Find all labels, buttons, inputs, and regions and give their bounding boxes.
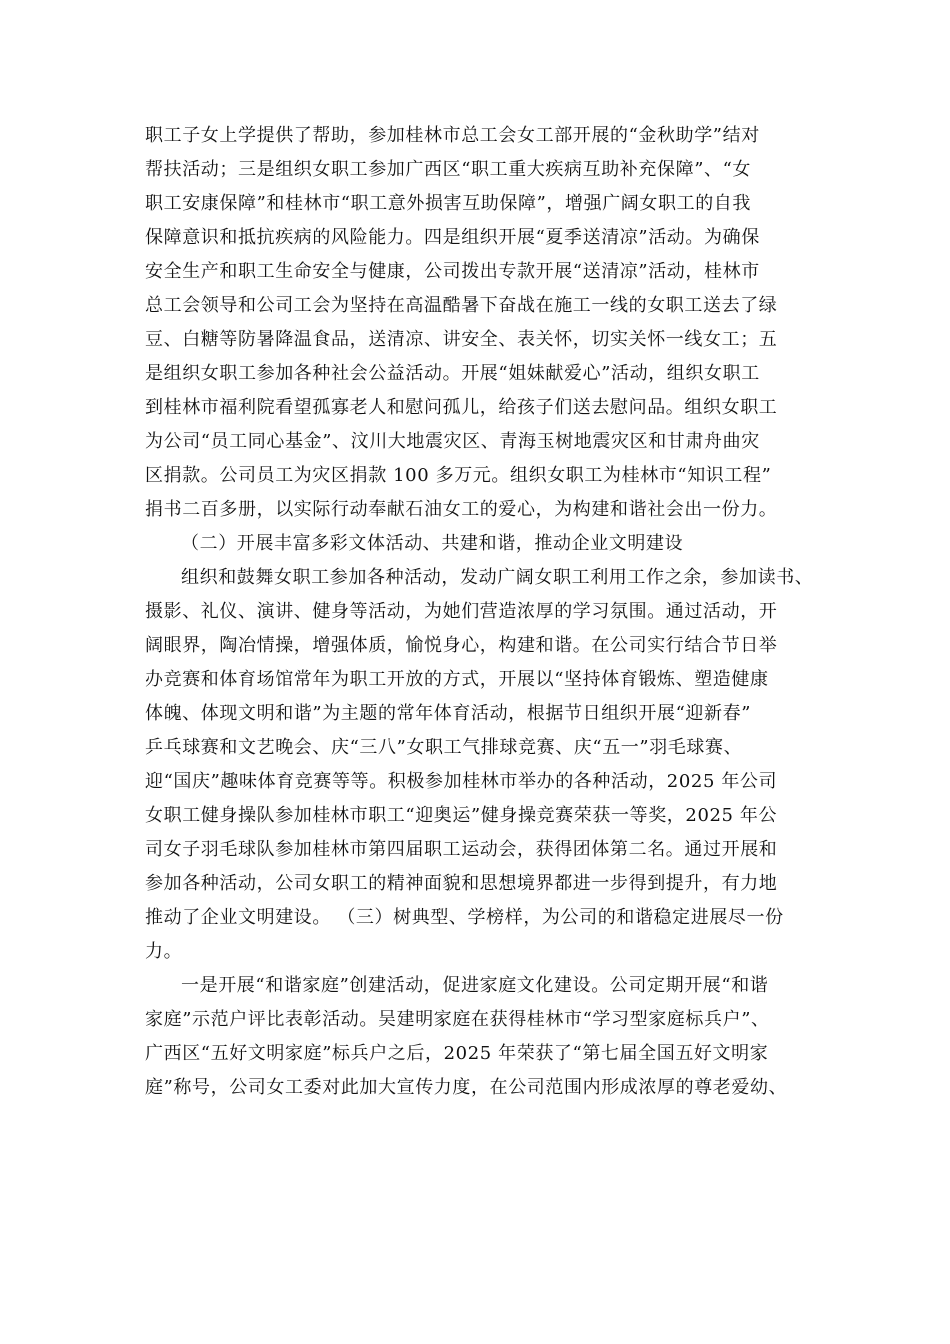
text-line: 广西区“五好文明家庭”标兵户之后，2025 年荣获了“第七届全国五好文明家 xyxy=(145,1043,769,1064)
text-line: 家庭”示范户评比表彰活动。吴建明家庭在获得桂林市“学习型家庭标兵户”、 xyxy=(145,1009,770,1030)
text-line: 一是开展“和谐家庭”创建活动，促进家庭文化建设。公司定期开展“和谐 xyxy=(181,975,769,996)
text-line: 总工会领导和公司工会为坚持在高温酷暑下奋战在施工一线的女职工送去了绿 xyxy=(145,295,778,316)
text-line: 女职工健身操队参加桂林市职工“迎奥运”健身操竞赛荣获一等奖，2025 年公 xyxy=(145,805,778,826)
text-line: 保障意识和抵抗疾病的风险能力。四是组织开展“夏季送清凉”活动。为确保 xyxy=(145,227,760,248)
text-line: 庭”称号，公司女工委对此加大宣传力度，在公司范围内形成浓厚的尊老爱幼、 xyxy=(145,1077,788,1098)
document-body xyxy=(145,119,845,1105)
text-line: 推动了企业文明建设。 （三）树典型、学榜样，为公司的和谐稳定进展尽一份 xyxy=(145,907,784,928)
text-line: 体魄、体现文明和谐”为主题的常年体育活动，根据节日组织开展“迎新春” xyxy=(145,703,752,724)
text-line: 司女子羽毛球队参加桂林市第四届职工运动会，获得团体第二名。通过开展和 xyxy=(145,839,778,860)
text-line: 迎“国庆”趣味体育竞赛等等。积极参加桂林市举办的各种活动，2025 年公司 xyxy=(145,771,778,792)
text-line: 阔眼界，陶冶情操，增强体质，愉悦身心，构建和谐。在公司实行结合节日举 xyxy=(145,635,778,656)
text-line: （二）开展丰富多彩文体活动、共建和谐，推动企业文明建设 xyxy=(181,533,684,554)
text-line: 摄影、礼仪、演讲、健身等活动，为她们营造浓厚的学习氛围。通过活动，开 xyxy=(145,601,778,622)
text-line: 安全生产和职工生命安全与健康，公司拨出专款开展“送清凉”活动，桂林市 xyxy=(145,261,760,282)
text-line: 参加各种活动，公司女职工的精神面貌和思想境界都进一步得到提升，有力地 xyxy=(145,873,778,894)
text-line: 豆、白糖等防暑降温食品，送清凉、讲安全、表关怀，切实关怀一线女工；五 xyxy=(145,329,778,350)
text-line: 到桂林市福利院看望孤寡老人和慰问孤儿，给孩子们送去慰问品。组织女职工 xyxy=(145,397,778,418)
text-line: 职工安康保障”和桂林市“职工意外损害互助保障”，增强广阔女职工的自我 xyxy=(145,193,752,214)
text-line: 组织和鼓舞女职工参加各种活动，发动广阔女职工利用工作之余，参加读书、 xyxy=(181,567,814,588)
text-line: 为公司“员工同心基金”、汶川大地震灾区、青海玉树地震灾区和甘肃舟曲灾 xyxy=(145,431,760,452)
text-line: 乒乓球赛和文艺晚会、庆“三八”女职工气排球竞赛、庆“五一”羽毛球赛、 xyxy=(145,737,743,758)
text-line: 力。 xyxy=(145,941,183,962)
text-line: 区捐款。公司员工为灾区捐款 100 多万元。组织女职工为桂林市“知识工程” xyxy=(145,465,772,486)
text-line: 是组织女职工参加各种社会公益活动。开展“姐妹献爱心”活动，组织女职工 xyxy=(145,363,760,384)
text-line: 办竞赛和体育场馆常年为职工开放的方式，开展以“坚持体育锻炼、塑造健康 xyxy=(145,669,769,690)
text-line: 职工子女上学提供了帮助，参加桂林市总工会女工部开展的“金秋助学”结对 xyxy=(145,125,760,146)
text-line: 帮扶活动；三是组织女职工参加广西区“职工重大疾病互助补充保障”、“女 xyxy=(145,159,752,180)
text-line: 捐书二百多册，以实际行动奉献石油女工的爱心，为构建和谐社会出一份力。 xyxy=(145,499,778,520)
